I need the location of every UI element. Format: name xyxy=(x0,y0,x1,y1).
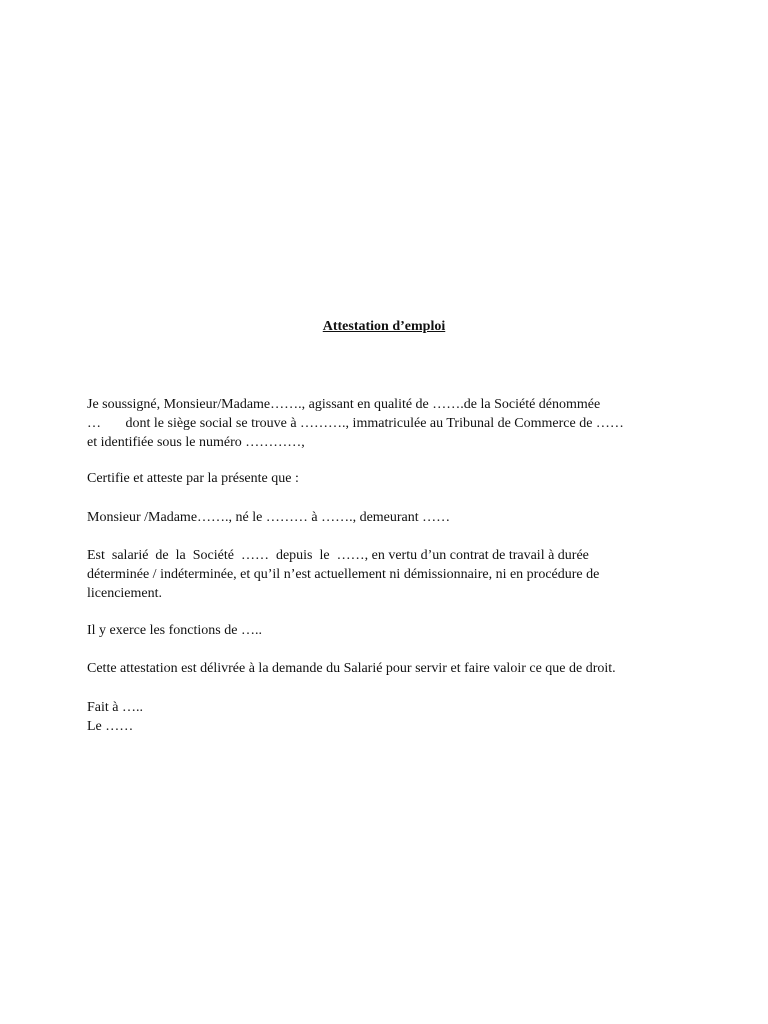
document-title: Attestation d’emploi xyxy=(322,319,446,334)
paragraph-2: Certifie et atteste par la présente que : xyxy=(87,471,299,486)
paragraph-4-line-1: Est salarié de la Société …… depuis le ……, en vertu d’un contrat de travail à durée xyxy=(87,548,589,563)
paragraph-5: Il y exerce les fonctions de ….. xyxy=(87,623,262,638)
paragraph-4-line-3: licenciement. xyxy=(87,586,163,601)
closing-place: Fait à ….. xyxy=(87,700,143,715)
paragraph-1-line-2: … dont le siège social se trouve à ………., immatriculée au Tribunal de Commerce de …… xyxy=(87,416,624,431)
closing-date: Le …… xyxy=(87,719,134,734)
paragraph-3: Monsieur /Madame……., né le ……… à ……., demeurant …… xyxy=(87,510,451,525)
paragraph-1-line-3: et identifiée sous le numéro …………, xyxy=(87,435,305,450)
paragraph-4-line-2: déterminée / indéterminée, et qu’il n’est actuellement ni démissionnaire, ni en procédure de xyxy=(87,567,600,582)
paragraph-6: Cette attestation est délivrée à la demande du Salarié pour servir et faire valoir ce que de droit. xyxy=(87,661,616,676)
paragraph-1-line-1: Je soussigné, Monsieur/Madame……., agissant en qualité de …….de la Société dénommée xyxy=(87,397,601,412)
